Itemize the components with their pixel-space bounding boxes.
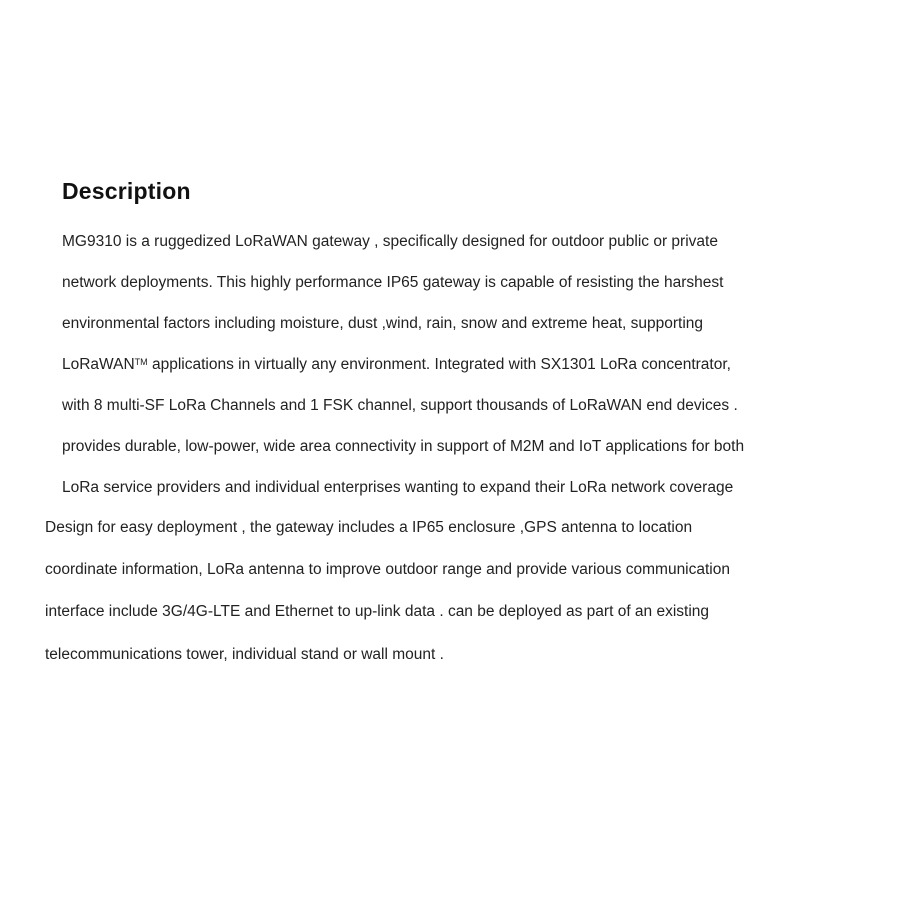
deployment-line-3: interface include 3G/4G-LTE and Ethernet to up-link data . can be deployed as part of an existing	[45, 603, 710, 620]
description-line-3: environmental factors including moisture, dust ,wind, rain, snow and extreme heat, supporting	[62, 315, 704, 332]
description-line-6: provides durable, low-power, wide area connectivity in support of M2M and IoT applications for both	[62, 438, 745, 455]
description-line-5: with 8 multi-SF LoRa Channels and 1 FSK channel, support thousands of LoRaWAN end devices .	[62, 397, 738, 414]
deployment-line-4: telecommunications tower, individual stand or wall mount .	[45, 646, 444, 663]
lorawan-text: LoRaWAN	[62, 356, 135, 373]
description-line-2: network deployments. This highly performance IP65 gateway is capable of resisting the harshest	[62, 274, 724, 291]
description-line-4	[62, 355, 731, 375]
description-line-7: LoRa service providers and individual enterprises wanting to expand their LoRa network coverage	[62, 479, 734, 496]
description-line-1: MG9310 is a ruggedized LoRaWAN gateway , specifically designed for outdoor public or private	[62, 233, 718, 250]
trademark-superscript: TM	[134, 357, 148, 367]
deployment-line-1: Design for easy deployment , the gateway includes a IP65 enclosure ,GPS antenna to location	[45, 519, 693, 536]
deployment-line-2: coordinate information, LoRa antenna to improve outdoor range and provide various communication	[45, 561, 730, 578]
description-line-4-rest: applications in virtually any environment. Integrated with SX1301 LoRa concentrator,	[147, 356, 731, 373]
section-heading: Description	[62, 178, 191, 204]
